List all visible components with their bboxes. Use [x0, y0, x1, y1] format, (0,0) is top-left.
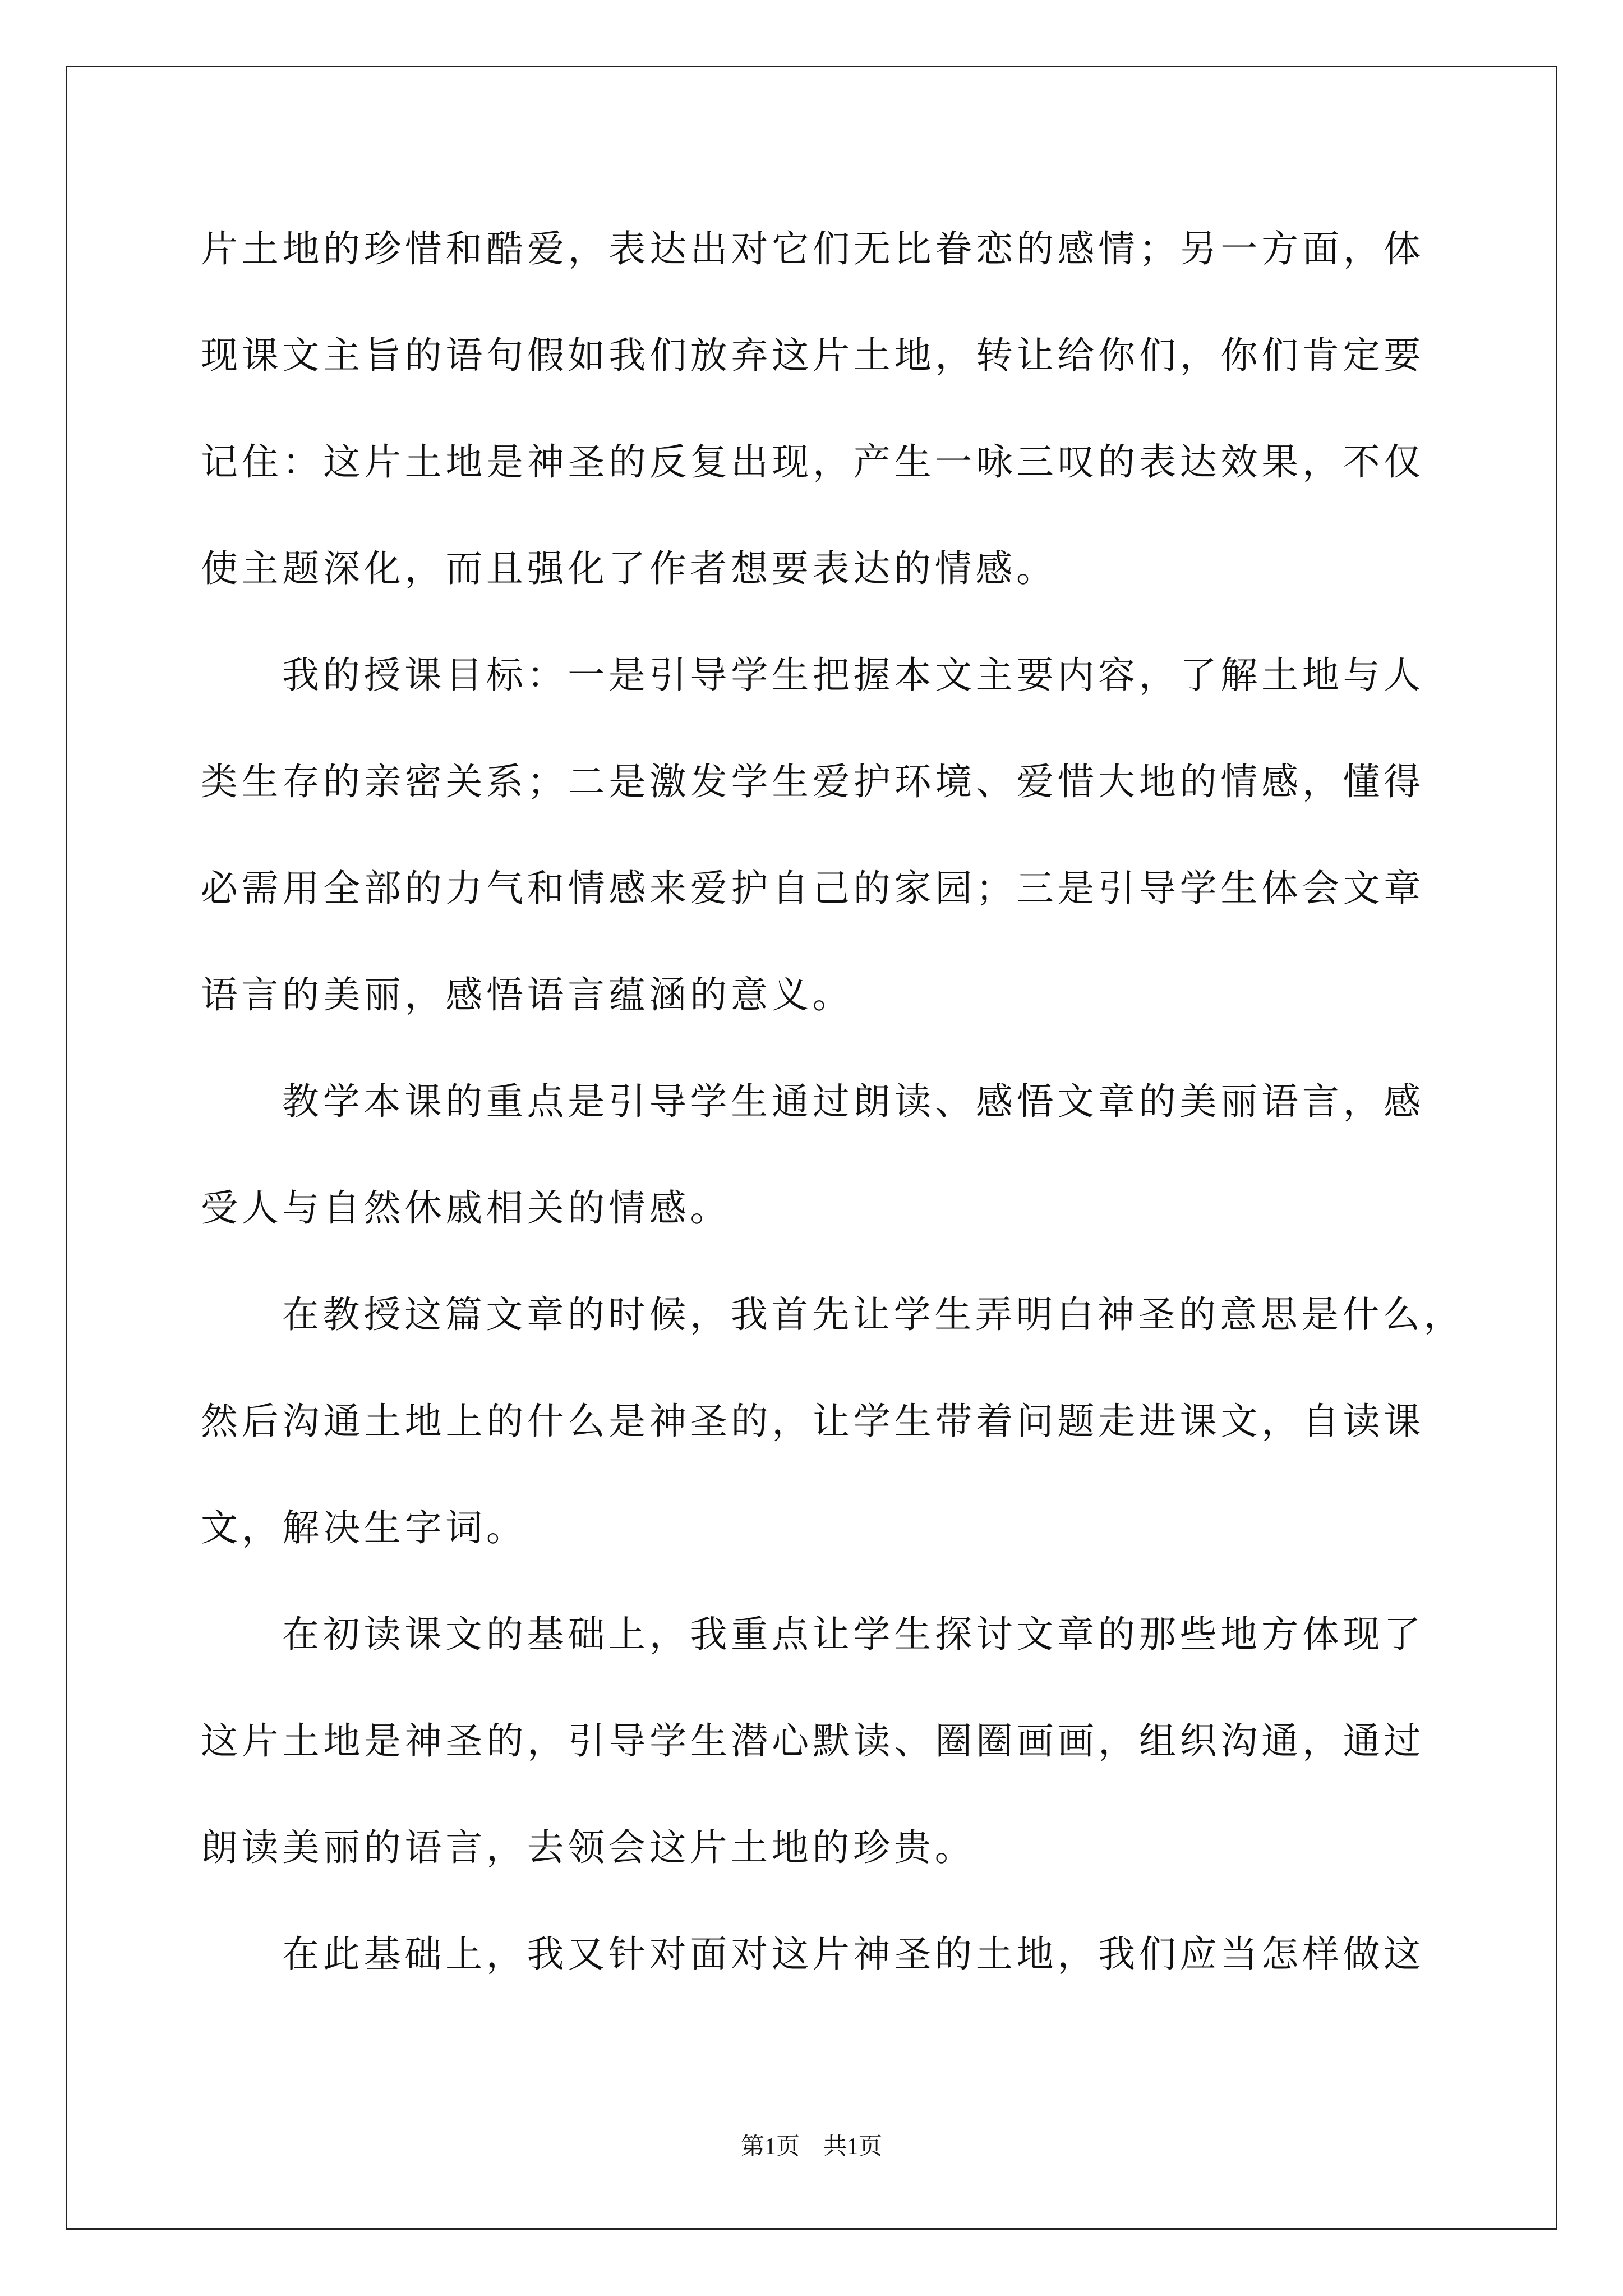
text-line: 片土地的珍惜和酷爱，表达出对它们无比眷恋的感情；另一方面，体 — [201, 227, 1424, 270]
text-line: 然后沟通土地上的什么是神圣的，让学生带着问题走进课文，自读课 — [201, 1400, 1424, 1443]
text-line: 受人与自然休戚相关的情感。 — [201, 1186, 731, 1230]
text-line: 教学本课的重点是引导学生通过朗读、感悟文章的美丽语言，感 — [282, 1080, 1424, 1123]
text-line: 这片土地是神圣的，引导学生潜心默读、圈圈画画，组织沟通，通过 — [201, 1719, 1424, 1763]
text-line: 记住：这片土地是神圣的反复出现，产生一咏三叹的表达效果，不仅 — [201, 440, 1424, 484]
paragraph — [201, 1901, 1435, 2008]
paragraph — [201, 1262, 1465, 1581]
paragraph — [201, 622, 1435, 1048]
text-line: 在教授这篇文章的时候，我首先让学生弄明白神圣的意思是什么， — [282, 1293, 1465, 1336]
text-line: 现课文主旨的语句假如我们放弃这片土地，转让给你们，你们肯定要 — [201, 334, 1424, 377]
text-line: 在初读课文的基础上，我重点让学生探讨文章的那些地方体现了 — [282, 1613, 1424, 1656]
text-line: 语言的美丽，感悟语言蕴涵的意义。 — [201, 973, 854, 1016]
document-body — [201, 196, 1465, 2008]
text-line: 朗读美丽的语言，去领会这片土地的珍贵。 — [201, 1826, 976, 1869]
text-line: 在此基础上，我又针对面对这片神圣的土地，我们应当怎样做这 — [282, 1932, 1424, 1976]
text-line: 类生存的亲密关系；二是激发学生爱护环境、爱惜大地的情感，懂得 — [201, 760, 1424, 803]
page-footer: 第1页 共1页 — [740, 2134, 882, 2160]
text-line: 文，解决生字词。 — [201, 1506, 527, 1549]
text-line: 我的授课目标：一是引导学生把握本文主要内容，了解土地与人 — [282, 654, 1424, 697]
text-line: 必需用全部的力气和情感来爱护自己的家园；三是引导学生体会文章 — [201, 867, 1424, 910]
paragraph — [201, 196, 1435, 622]
text-line: 使主题深化，而且强化了作者想要表达的情感。 — [201, 547, 1057, 590]
paragraph — [201, 1048, 1435, 1262]
paragraph — [201, 1581, 1435, 1901]
